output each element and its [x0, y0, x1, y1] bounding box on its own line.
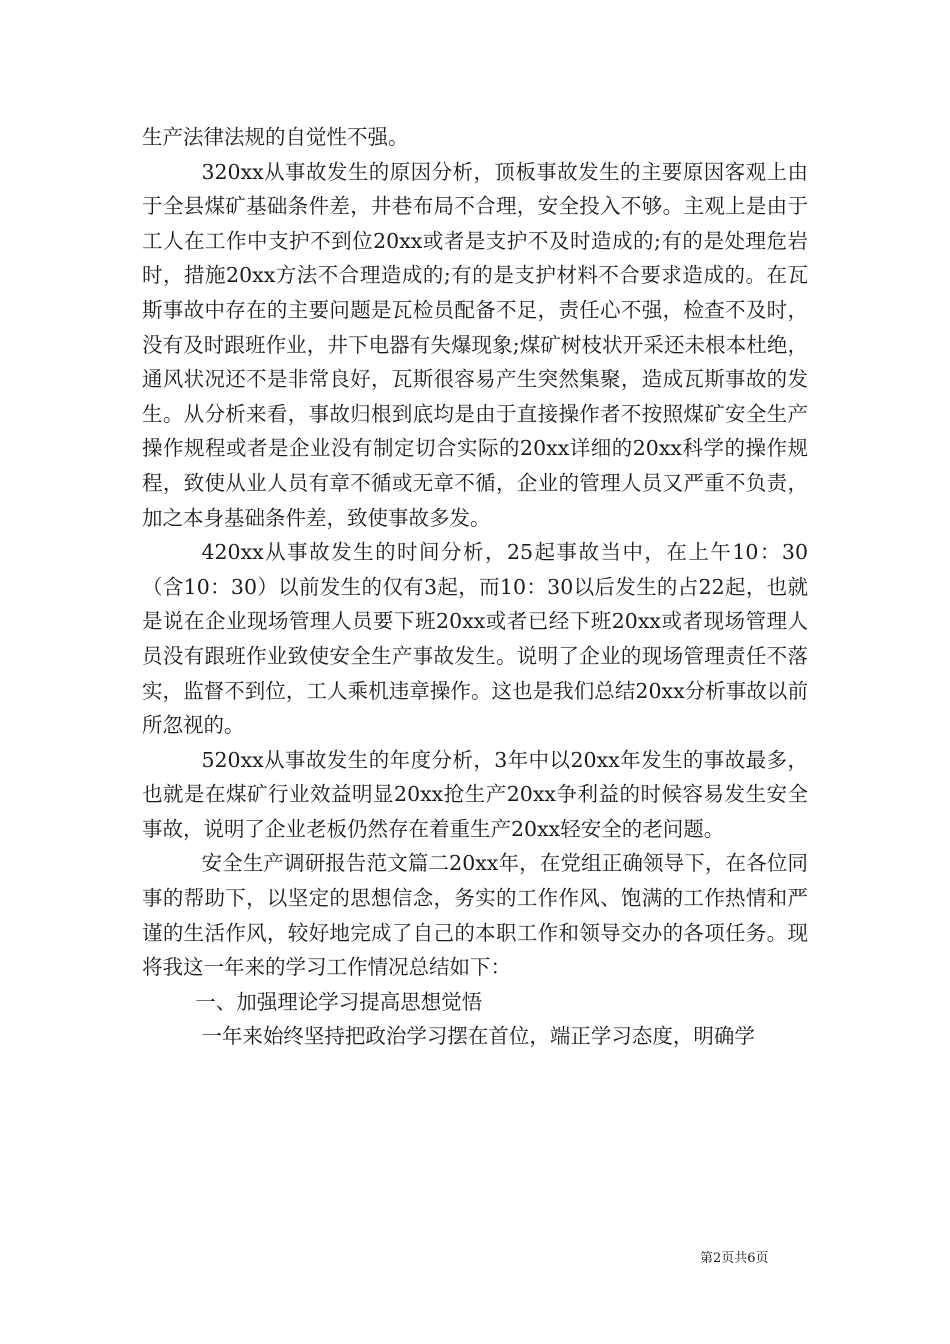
paragraph-cause-analysis: 320xx从事故发生的原因分析，顶板事故发生的主要原因客观上由于全县煤矿基础条件差，井巷布局不合理，安全投入不够。主观上是由于工人在工作中支护不到位20xx或者是支护不及时造成的;有的是处理危岩时，措施20xx方法不合理造成的;有的是支护材料不合要求造成的。在瓦斯事故中存在的主要问题是瓦检员配备不足，责任心不强，检查不及时，没有及时跟班作业，井下电器有失爆现象;煤矿树枝状开采还未根本杜绝，通风状况还不是非常良好，瓦斯很容易产生突然集聚，造成瓦斯事故的发生。从分析来看，事故归根到底均是由于直接操作者不按照煤矿安全生产操作规程或者是企业没有制定切合实际的20xx详细的20xx科学的操作规程，致使从业人员有章不循或无章不循，企业的管理人员又严重不负责，加之本身基础条件差，致使事故多发。: [142, 159, 808, 530]
section-heading-theory-study: 一、加强理论学习提高思想觉悟: [195, 989, 483, 1014]
paragraph-annual-analysis: 520xx从事故发生的年度分析，3年中以20xx年发生的事故最多，也就是在煤矿行业效益明显20xx抢生产20xx争利益的时候容易发生安全事故，说明了企业老板仍然存在着重生产20xx轻安全的老问题。: [142, 747, 808, 841]
paragraph-time-analysis: 420xx从事故发生的时间分析，25起事故当中，在上午10：30（含10：30）以前发生的仅有3起，而10：30以后发生的占22起，也就是说在企业现场管理人员要下班20xx或者已经下班20xx或者现场管理人员没有跟班作业致使安全生产事故发生。说明了企业的现场管理责任不落实，监督不到位，工人乘机违章操作。这也是我们总结20xx分析事故以前所忽视的。: [142, 540, 808, 738]
paragraph-continuation: 生产法律法规的自觉性不强。: [142, 125, 409, 149]
document-body: [142, 120, 808, 1054]
page-number: 第2页共6页: [700, 1251, 769, 1266]
paragraph-political-study: 一年来始终坚持把政治学习摆在首位，端正学习态度，明确学: [201, 1024, 755, 1049]
paragraph-report-two-intro: 安全生产调研报告范文篇二20xx年，在党组正确领导下，在各位同事的帮助下，以坚定的思想信念，务实的工作作风、饱满的工作热情和严谨的生活作风，较好地完成了自己的本职工作和领导交办的各项任务。现将我这一年来的学习工作情况总结如下：: [142, 851, 808, 980]
